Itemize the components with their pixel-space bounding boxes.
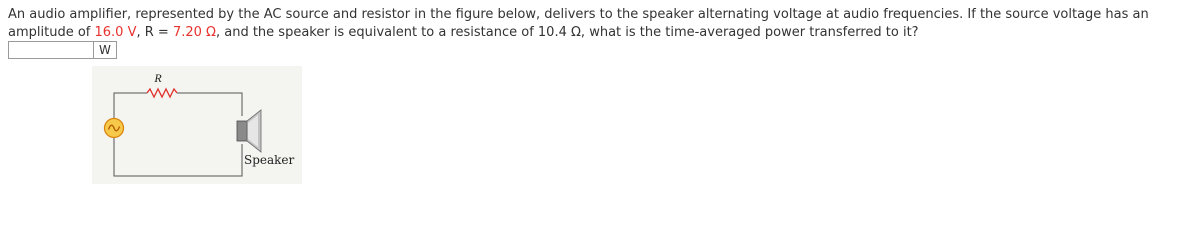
unit-label: W bbox=[94, 41, 117, 59]
resistor-label: R bbox=[154, 71, 162, 85]
answer-row bbox=[8, 40, 117, 60]
speaker-label: Speaker bbox=[244, 153, 295, 167]
question-part-1: An audio amplifier, represented by the AC source and resistor in the figure below, delivers to the speaker alternating voltage at audio frequencies. If the source voltage has an amplitude of bbox=[8, 7, 1149, 40]
question-part-2: , R = bbox=[136, 25, 173, 40]
source-voltage-value: 16.0 V bbox=[94, 25, 137, 40]
resistance-value: 7.20 Ω bbox=[172, 25, 216, 40]
question-text bbox=[8, 6, 1196, 42]
circuit-figure bbox=[92, 66, 302, 184]
question-part-3: , and the speaker is equivalent to a resistance of 10.4 Ω, what is the time-averaged power transferred to it? bbox=[215, 25, 919, 40]
answer-input[interactable] bbox=[8, 41, 94, 59]
ac-source-icon bbox=[105, 119, 124, 138]
